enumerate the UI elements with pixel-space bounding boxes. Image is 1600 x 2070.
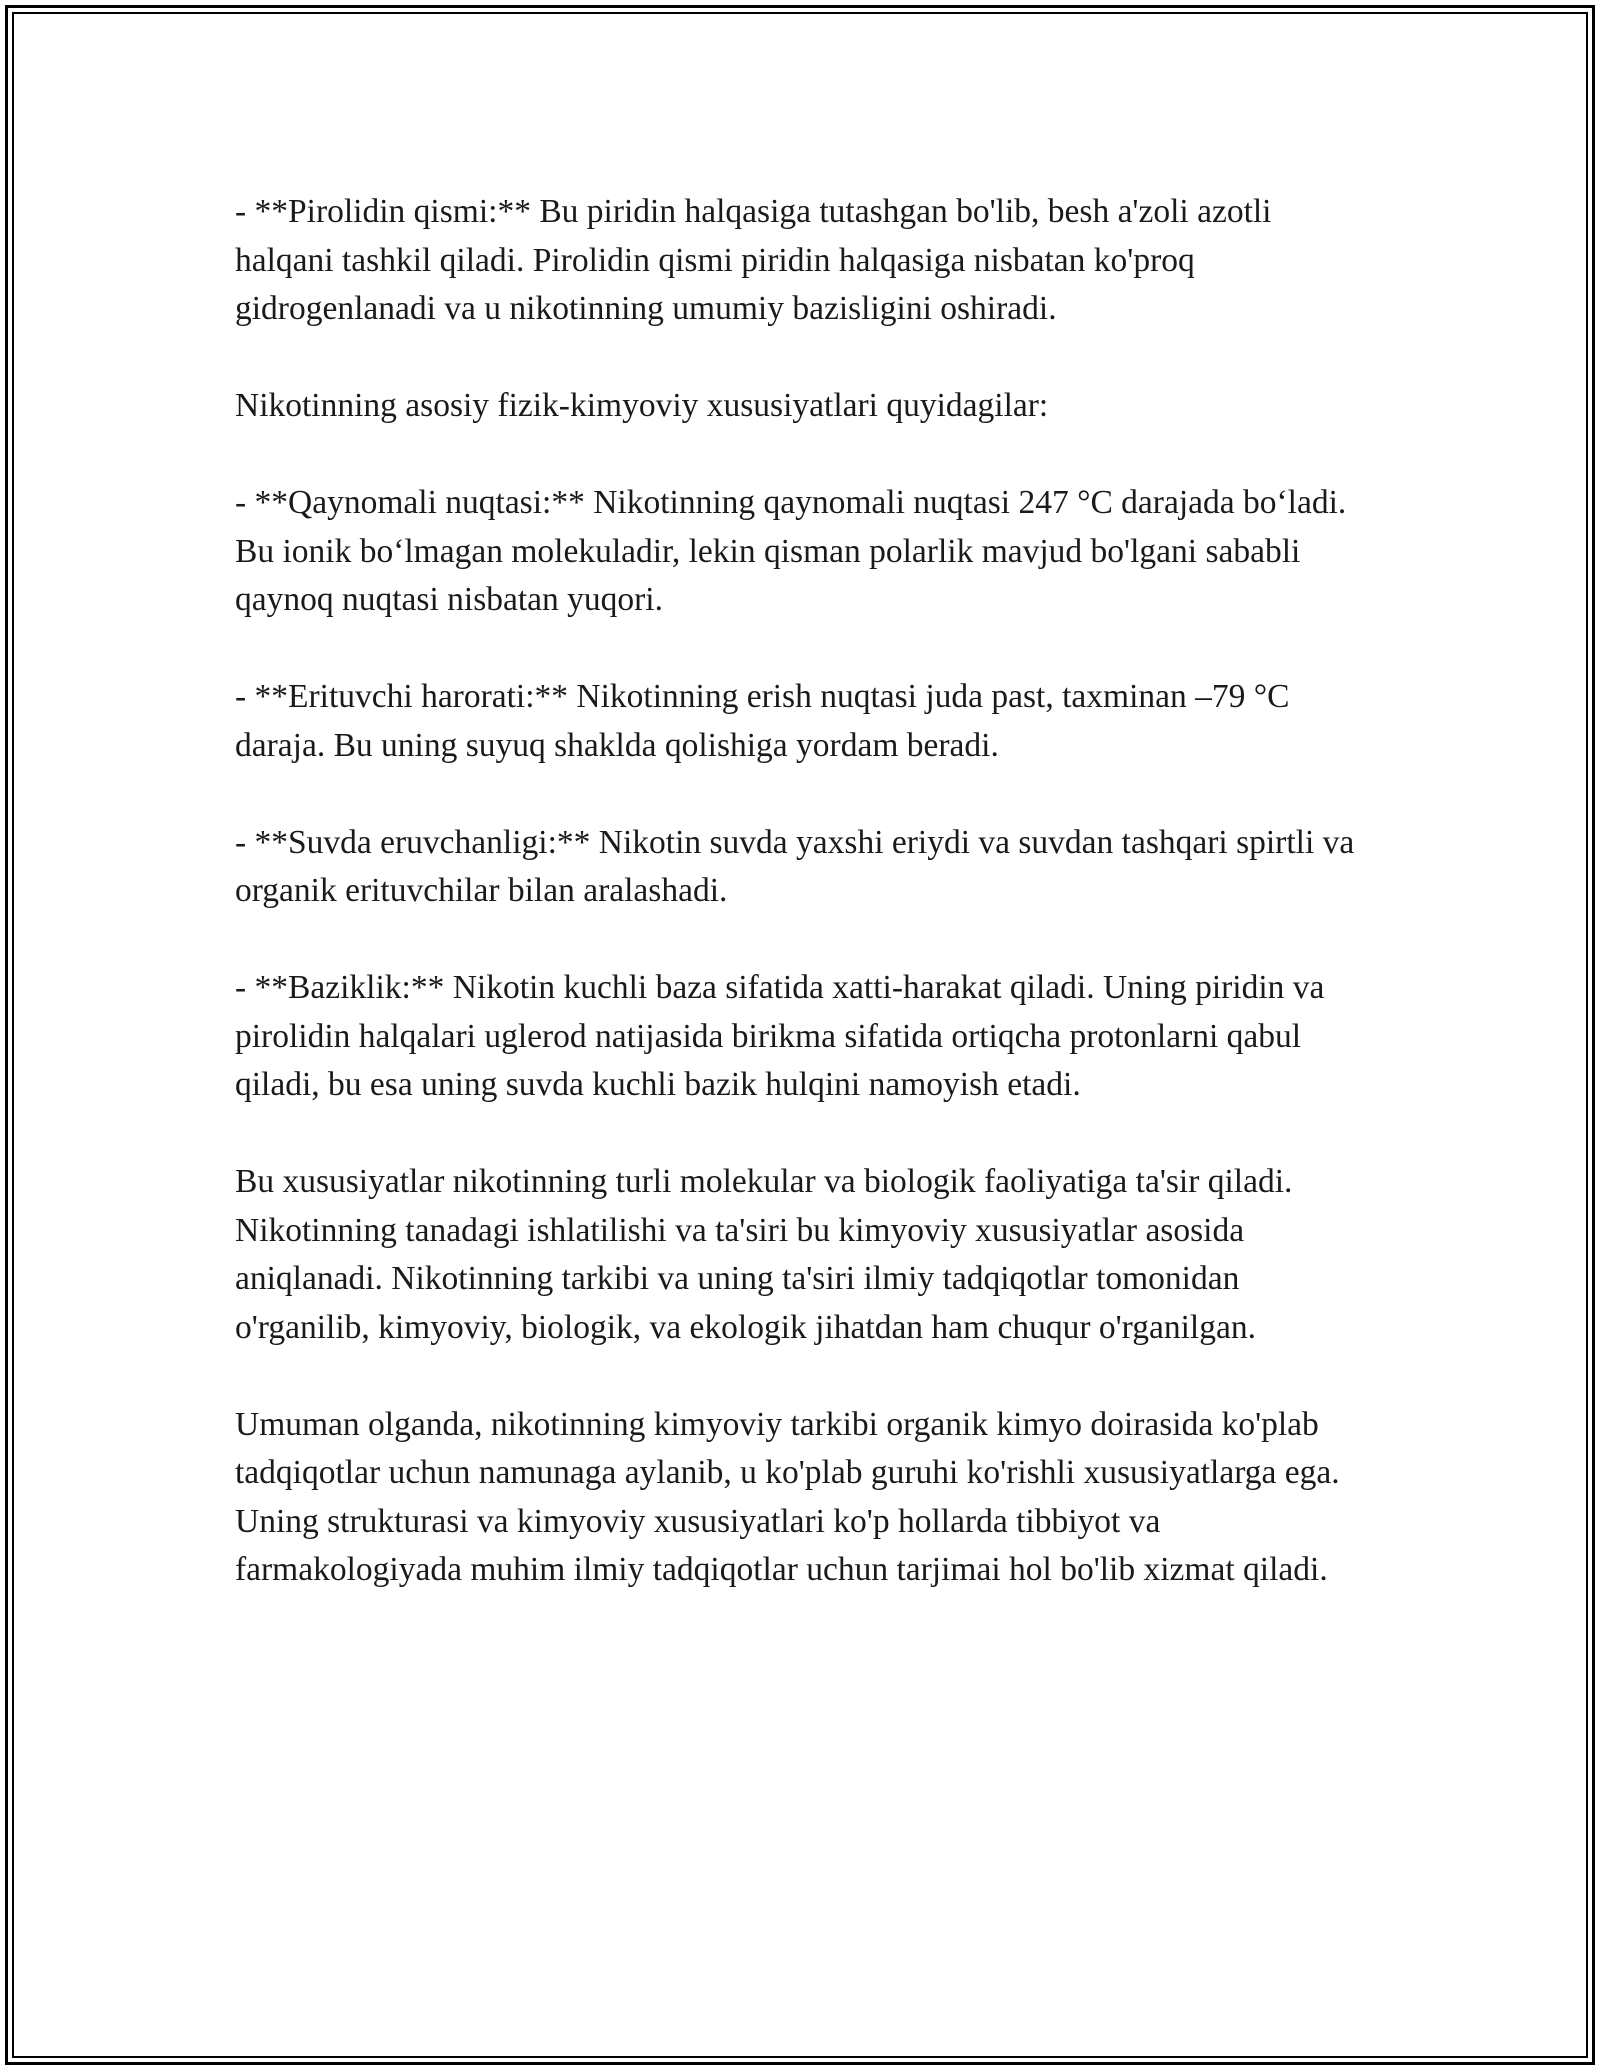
paragraph-conclusion: Umuman olganda, nikotinning kimyoviy tarkibi organik kimyo doirasida ko'plab tadqiqotlar uchun namunaga aylanib, u ko'plab guruhi ko'rishli xususiyatlarga ega. Uning strukturasi va kimyoviy xususiyatlari ko'p hollarda tibbiyot va farmakologiyada muhim ilmiy tadqiqotlar uchun tarjimai hol bo'lib xizmat qiladi. xyxy=(235,1405,1340,1588)
document-body xyxy=(235,188,1355,1643)
paragraph-basicity: - **Baziklik:** Nikotin kuchli baza sifatida xatti-harakat qiladi. Uning piridin va pirolidin halqalari uglerod natijasida birikma sifatida ortiqcha protonlarni qabul qiladi, bu esa uning suvda kuchli bazik hulqini namoyish etadi. xyxy=(235,969,1325,1103)
paragraph-melting-point: - **Erituvchi harorati:** Nikotinning erish nuqtasi juda past, taxminan –79 °C daraja. Bu uning suyuq shaklda qolishiga yordam beradi. xyxy=(235,678,1290,764)
paragraph-solubility: - **Suvda eruvchanligi:** Nikotin suvda yaxshi eriydi va suvdan tashqari spirtli va organik erituvchilar bilan aralashadi. xyxy=(235,823,1355,909)
paragraph-properties-intro: Nikotinning asosiy fizik-kimyoviy xususiyatlari quyidagilar: xyxy=(235,387,1049,424)
paragraph-boiling-point: - **Qaynomali nuqtasi:** Nikotinning qaynomali nuqtasi 247 °C darajada bo‘ladi. Bu ionik bo‘lmagan molekuladir, lekin qisman polarlik mavjud bo'lgani sababli qaynoq nuqtasi nisbatan yuqori. xyxy=(235,484,1347,618)
paragraph-pirolidin: - **Pirolidin qismi:** Bu piridin halqasiga tutashgan bo'lib, besh a'zoli azotli halqani tashkil qiladi. Pirolidin qismi piridin halqasiga nisbatan ko'proq gidrogenlanadi va u nikotinning umumiy bazisligini oshiradi. xyxy=(235,193,1272,327)
paragraph-summary: Bu xususiyatlar nikotinning turli molekular va biologik faoliyatiga ta'sir qiladi. Nikotinning tanadagi ishlatilishi va ta'siri bu kimyoviy xususiyatlar asosida aniqlanadi. Nikotinning tarkibi va uning ta'siri ilmiy tadqiqotlar tomonidan o'rganilib, kimyoviy, biologik, va ekologik jihatdan ham chuqur o'rganilgan. xyxy=(235,1163,1293,1346)
